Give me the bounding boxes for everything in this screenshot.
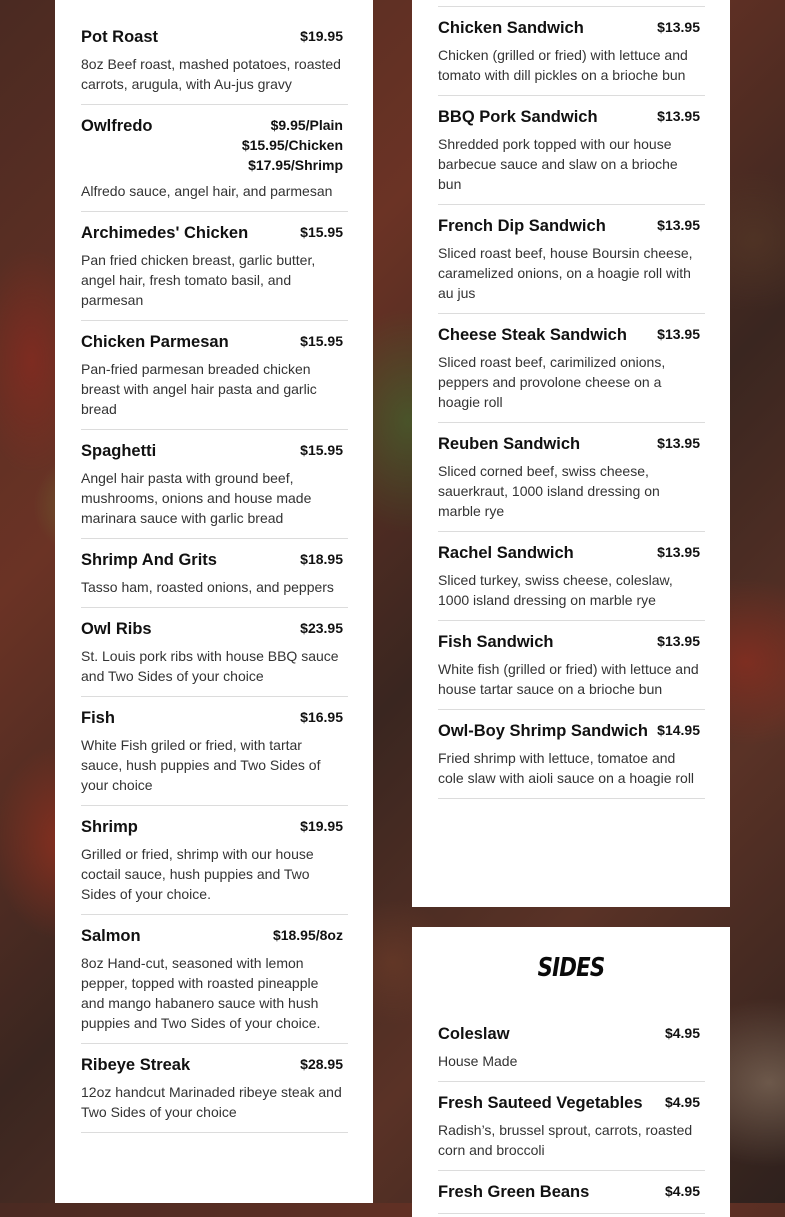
- menu-item-header: [438, 324, 700, 346]
- menu-item-header: [438, 720, 700, 742]
- sides-panel: [412, 927, 730, 1217]
- menu-item-price: $19.95: [300, 28, 343, 44]
- menu-item: [438, 710, 705, 799]
- menu-item-prices: [657, 324, 700, 344]
- menu-item-prices: [657, 433, 700, 453]
- menu-item-prices: [665, 1181, 700, 1201]
- menu-item-description: Angel hair pasta with ground beef, mushrooms, onions and house made marinara sauce with garlic bread: [81, 470, 312, 526]
- menu-item-name: Fish: [81, 709, 115, 727]
- menu-item-header: [438, 17, 700, 39]
- menu-item-name: Pot Roast: [81, 28, 159, 46]
- menu-item-prices: [657, 542, 700, 562]
- menu-item-header: [438, 433, 700, 455]
- menu-item-description: Sliced turkey, swiss cheese, coleslaw, 1000 island dressing on marble rye: [438, 572, 673, 608]
- menu-item-description: Alfredo sauce, angel hair, and parmesan: [81, 183, 333, 199]
- menu-item: [438, 314, 705, 423]
- menu-item-prices: [300, 1054, 343, 1074]
- sides-title: SIDES: [537, 953, 605, 983]
- menu-item-prices: [657, 631, 700, 651]
- entrees-list: [81, 16, 348, 1133]
- menu-item-price: $18.95: [300, 551, 343, 567]
- menu-item-price: $17.95/Shrimp: [248, 157, 343, 173]
- menu-item-price: $13.95: [657, 326, 700, 342]
- menu-item-prices: [657, 720, 700, 740]
- menu-item-price: $13.95: [657, 108, 700, 124]
- menu-item-description: House Made: [438, 1053, 518, 1069]
- menu-item-prices: [300, 549, 343, 569]
- menu-item-description: Radish’s, brussel sprout, carrots, roasted corn and broccoli: [438, 1122, 693, 1158]
- menu-item-header: [438, 1023, 700, 1045]
- menu-item-prices: [665, 1092, 700, 1112]
- menu-item-price: $28.95: [300, 1056, 343, 1072]
- menu-item-price: $18.95/8oz: [272, 927, 343, 943]
- menu-item-name: Reuben Sandwich: [438, 435, 581, 453]
- menu-item: [438, 532, 705, 621]
- sandwiches-list: [438, 6, 705, 799]
- menu-item: [438, 96, 705, 205]
- menu-item-price: $9.95/Plain: [270, 117, 343, 133]
- menu-item-prices: [273, 925, 343, 945]
- menu-item-name: Owlfredo: [81, 117, 153, 135]
- menu-item-name: Spaghetti: [81, 442, 157, 460]
- menu-item: [81, 539, 348, 608]
- menu-item-description: Sliced roast beef, house Boursin cheese, caramelized onions, on a hoagie roll with au jus: [438, 245, 693, 301]
- menu-item-header: [81, 1054, 343, 1076]
- menu-item-description: Sliced roast beef, carimilized onions, peppers and provolone cheese on a hoagie roll: [438, 354, 666, 410]
- menu-item-description: Fried shrimp with lettuce, tomatoe and cole slaw with aioli sauce on a hoagie roll: [438, 750, 695, 786]
- menu-item-description: 12oz handcut Marinaded ribeye steak and Two Sides of your choice: [81, 1084, 342, 1120]
- menu-item-description: Tasso ham, roasted onions, and peppers: [81, 579, 334, 595]
- menu-item-prices: [300, 222, 343, 242]
- menu-item-price: $13.95: [657, 19, 700, 35]
- menu-item-price: $15.95: [300, 333, 343, 349]
- menu-item-price: $13.95: [657, 633, 700, 649]
- menu-item-name: Coleslaw: [438, 1025, 510, 1043]
- menu-item-prices: [300, 331, 343, 351]
- menu-item-prices: [657, 17, 700, 37]
- menu-item-name: Cheese Steak Sandwich: [438, 326, 627, 344]
- menu-item: [81, 430, 348, 539]
- sandwiches-panel: [412, 0, 730, 907]
- menu-item-name: Fresh Sauteed Vegetables: [438, 1094, 643, 1112]
- menu-item-price: $14.95: [657, 722, 700, 738]
- menu-item-prices: [300, 618, 343, 638]
- menu-item-description: St. Louis pork ribs with house BBQ sauce and Two Sides of your choice: [81, 648, 339, 684]
- menu-item-name: Rachel Sandwich: [438, 544, 574, 562]
- menu-item-name: Salmon: [81, 927, 141, 945]
- menu-item-prices: [300, 440, 343, 460]
- menu-item-name: Archimedes' Chicken: [81, 224, 249, 242]
- menu-item-price: $15.95: [300, 442, 343, 458]
- sides-list: [438, 1013, 705, 1214]
- menu-item: [438, 205, 705, 314]
- menu-item-price: $13.95: [657, 217, 700, 233]
- menu-item-header: [81, 618, 343, 640]
- menu-item: [81, 608, 348, 697]
- menu-item: [81, 16, 348, 105]
- menu-item-price: $13.95: [657, 435, 700, 451]
- menu-item-prices: [300, 26, 343, 46]
- menu-item: [81, 915, 348, 1044]
- menu-item-name: Fish Sandwich: [438, 633, 554, 651]
- menu-item-header: [81, 925, 343, 947]
- menu-item-description: White Fish griled or fried, with tartar sauce, hush puppies and Two Sides of your choice: [81, 737, 321, 793]
- menu-item-prices: [665, 1023, 700, 1043]
- menu-item-prices: [300, 707, 343, 727]
- menu-item-description: Sliced corned beef, swiss cheese, sauerkraut, 1000 island dressing on marble rye: [438, 463, 660, 519]
- menu-item-prices: [657, 215, 700, 235]
- menu-item: [438, 1082, 705, 1171]
- menu-item-name: Chicken Sandwich: [438, 19, 584, 37]
- menu-item-name: Ribeye Streak: [81, 1056, 191, 1074]
- menu-item-price: $16.95: [300, 709, 343, 725]
- menu-item: [81, 806, 348, 915]
- menu-item-description: Shredded pork topped with our house barbecue sauce and slaw on a brioche bun: [438, 136, 678, 192]
- menu-item-prices: [300, 816, 343, 836]
- menu-item-price: $15.95/Chicken: [241, 137, 343, 153]
- menu-item: [438, 1171, 705, 1214]
- menu-item-header: [81, 440, 343, 462]
- menu-item-price: $4.95: [664, 1094, 700, 1110]
- menu-item: [81, 321, 348, 430]
- menu-item-prices: [657, 106, 700, 126]
- menu-item-header: [438, 542, 700, 564]
- menu-item-header: [438, 1181, 700, 1203]
- menu-item: [438, 1013, 705, 1082]
- menu-item-header: [438, 106, 700, 128]
- menu-item-name: Fresh Green Beans: [438, 1183, 590, 1201]
- menu-item: [81, 697, 348, 806]
- menu-item-name: Chicken Parmesan: [81, 333, 229, 351]
- menu-item-name: BBQ Pork Sandwich: [438, 108, 598, 126]
- menu-item-description: 8oz Hand-cut, seasoned with lemon pepper, topped with roasted pineapple and mango habanero sauce with hush puppies and Two Sides of your choice.: [81, 955, 321, 1031]
- menu-item-header: [438, 215, 700, 237]
- menu-item: [438, 7, 705, 96]
- menu-item-header: [81, 222, 343, 244]
- menu-item-name: Owl-Boy Shrimp Sandwich: [438, 722, 648, 740]
- menu-item: [81, 105, 348, 212]
- menu-item: [81, 1044, 348, 1133]
- menu-item: [438, 621, 705, 710]
- menu-item-name: Shrimp And Grits: [81, 551, 217, 569]
- menu-item-header: [81, 115, 343, 175]
- menu-item-price: $23.95: [300, 620, 343, 636]
- menu-item: [81, 212, 348, 321]
- menu-item-name: French Dip Sandwich: [438, 217, 606, 235]
- menu-item-name: Shrimp: [81, 818, 138, 836]
- menu-item-header: [81, 331, 343, 353]
- menu-item-prices: [242, 115, 343, 175]
- menu-item-price: $13.95: [657, 544, 700, 560]
- menu-item-description: Chicken (grilled or fried) with lettuce and tomato with dill pickles on a brioche bun: [438, 47, 688, 83]
- menu-item-description: 8oz Beef roast, mashed potatoes, roasted carrots, arugula, with Au-jus gravy: [81, 56, 341, 92]
- menu-item-description: Pan-fried parmesan breaded chicken breast with angel hair pasta and garlic bread: [81, 361, 317, 417]
- menu-item-header: [438, 1092, 700, 1114]
- menu-item: [438, 423, 705, 532]
- menu-item-header: [81, 549, 343, 571]
- menu-item-header: [438, 631, 700, 653]
- menu-item-header: [81, 707, 343, 729]
- menu-item-name: Owl Ribs: [81, 620, 152, 638]
- entrees-panel: [55, 0, 373, 1203]
- menu-item-price: $4.95: [664, 1183, 700, 1199]
- menu-item-description: Pan fried chicken breast, garlic butter, angel hair, fresh tomato basil, and parmesan: [81, 252, 316, 308]
- menu-item-price: $19.95: [300, 818, 343, 834]
- menu-item-price: $4.95: [664, 1025, 700, 1041]
- menu-item-header: [81, 26, 343, 48]
- menu-item-description: Grilled or fried, shrimp with our house coctail sauce, hush puppies and Two Sides of your choice.: [81, 846, 314, 902]
- menu-item-description: White fish (grilled or fried) with lettuce and house tartar sauce on a brioche bun: [438, 661, 699, 697]
- menu-item-price: $15.95: [300, 224, 343, 240]
- menu-item-header: [81, 816, 343, 838]
